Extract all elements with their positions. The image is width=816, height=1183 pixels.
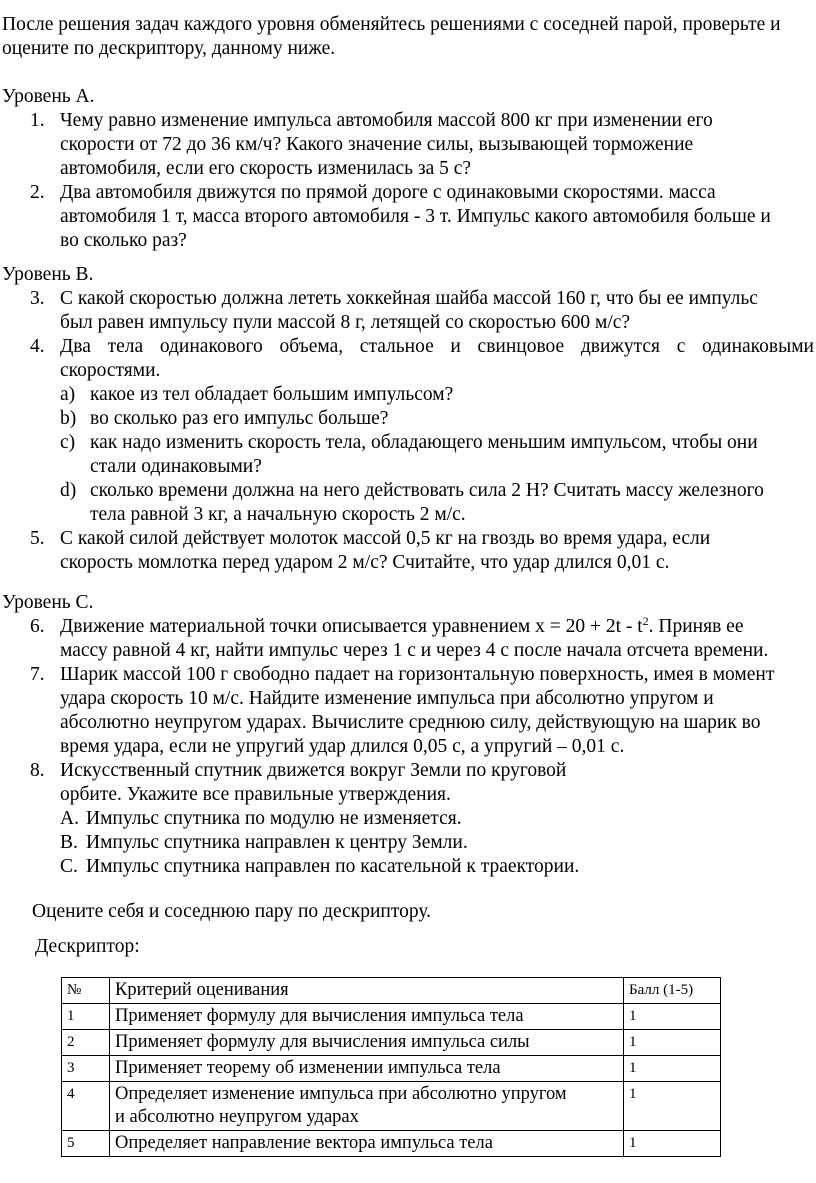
intro-paragraph	[2, 13, 816, 61]
task-1	[0, 109, 816, 181]
descriptor-table	[61, 977, 721, 1157]
equation-text: Движение материальной точки описывается уравнением x = 20 + 2t - t	[60, 616, 643, 637]
intro-line-1: После решения задач каждого уровня обменяйтесь решениями с соседней парой, проверьте и	[2, 14, 781, 35]
criterion-line: Определяет изменение импульса при абсолютно упругом	[115, 1084, 567, 1104]
header-number: №	[62, 978, 110, 1004]
table-row	[62, 1030, 721, 1056]
row-criterion	[110, 1082, 624, 1131]
table-row	[62, 1131, 721, 1157]
level-b-tasks	[0, 287, 816, 575]
table-header-row	[62, 978, 721, 1004]
option-letter: С.	[60, 856, 78, 877]
row-criterion	[110, 1004, 624, 1030]
row-criterion	[110, 1030, 624, 1056]
descriptor-title: Дескриптор:	[35, 936, 140, 957]
criterion-line: Применяет теорему об изменении импульса тела	[115, 1058, 501, 1078]
header-score: Балл (1-5)	[624, 978, 721, 1004]
subtask-letter: c)	[60, 432, 76, 453]
table-row	[62, 1004, 721, 1030]
task-text-line: Искусственный спутник движется вокруг Земли по круговой	[60, 760, 567, 781]
task-7	[0, 663, 816, 759]
task-2	[0, 181, 816, 253]
level-a-tasks	[0, 109, 816, 253]
task-text-line: во сколько раз?	[60, 230, 187, 251]
row-number: 1	[62, 1004, 110, 1030]
level-c-heading: Уровень С.	[2, 592, 94, 613]
row-score: 1	[624, 1131, 721, 1157]
self-check-instruction: Оцените себя и соседнюю пару по дескриптору.	[32, 901, 432, 922]
row-score: 1	[624, 1004, 721, 1030]
table-row	[62, 1082, 721, 1131]
row-score: 1	[624, 1082, 721, 1131]
row-criterion	[110, 1056, 624, 1082]
task-text-line: Два автомобиля движутся по прямой дороге с одинаковыми скоростями. масса	[60, 182, 716, 203]
exponent: 2	[642, 614, 649, 628]
criterion-line: Применяет формулу для вычисления импульса силы	[115, 1032, 530, 1052]
task-text-line: С какой силой действует молоток массой 0,5 кг на гвоздь во время удара, если	[60, 528, 711, 549]
task-text-line: орбите. Укажите все правильные утверждения.	[60, 784, 451, 805]
subtask-text-line: как надо изменить скорость тела, обладающего меньшим импульсом, чтобы они	[90, 432, 758, 453]
task-number: 2.	[30, 182, 45, 203]
task-8	[0, 759, 816, 807]
task-text-line: Чему равно изменение импульса автомобиля массой 800 кг при изменении его	[60, 110, 713, 131]
subtask-letter: a)	[60, 384, 76, 405]
row-score: 1	[624, 1030, 721, 1056]
task-number: 6.	[30, 616, 45, 637]
row-number: 2	[62, 1030, 110, 1056]
subtask-text-line: какое из тел обладает большим импульсом?	[90, 384, 454, 405]
subtask-b	[0, 407, 816, 431]
criterion-line: Определяет направление вектора импульса тела	[115, 1133, 493, 1153]
task-4	[0, 335, 816, 383]
intro-line-2: оцените по дескриптору, данному ниже.	[2, 38, 336, 59]
task-text-line: С какой скоростью должна лететь хоккейная шайба массой 160 г, что бы ее импульс	[60, 288, 758, 309]
row-score: 1	[624, 1056, 721, 1082]
subtask-text-line: стали одинаковыми?	[90, 456, 262, 477]
task-6	[0, 615, 816, 663]
option-letter: В.	[60, 832, 78, 853]
subtask-letter: d)	[60, 480, 77, 501]
task-text-line: Шарик массой 100 г свободно падает на горизонтальную поверхность, имея в момент	[60, 664, 775, 685]
task-text-line: скоростями.	[60, 360, 161, 381]
task-number: 1.	[30, 110, 45, 131]
task-text-line: время удара, если не упругий удар длился 0,05 с, а упругий – 0,01 с.	[60, 736, 625, 757]
task-number: 8.	[30, 760, 45, 781]
task-text-line: автомобиля, если его скорость изменилась за 5 с?	[60, 158, 472, 179]
level-c-tasks	[0, 615, 816, 879]
subtask-text-line: тела равной 3 кг, а начальную скорость 2 м/с.	[90, 504, 466, 525]
task-text-line: скорость момлотка перед ударом 2 м/с? Считайте, что удар длился 0,01 с.	[60, 552, 670, 573]
option-letter: А.	[60, 808, 79, 829]
equation-tail: . Приняв ее	[648, 616, 744, 637]
task-text-line: автомобиля 1 т, масса второго автомобиля - 3 т. Импульс какого автомобиля больше и	[60, 206, 771, 227]
row-number: 3	[62, 1056, 110, 1082]
subtask-text-line: во сколько раз его импульс больше?	[90, 408, 389, 429]
option-text: Импульс спутника по модулю не изменяется.	[86, 808, 462, 829]
subtask-c	[0, 431, 816, 479]
task-3	[0, 287, 816, 335]
row-criterion	[110, 1131, 624, 1157]
task-number: 7.	[30, 664, 45, 685]
subtask-text-line: сколько времени должна на него действовать сила 2 Н? Считать массу железного	[90, 480, 764, 501]
task-number: 5.	[30, 528, 45, 549]
table-row	[62, 1056, 721, 1082]
level-a-heading: Уровень А.	[2, 86, 95, 107]
option-text: Импульс спутника направлен к центру Земли.	[86, 832, 468, 853]
subtask-d	[0, 479, 816, 527]
task-5	[0, 527, 816, 575]
criterion-line: Применяет формулу для вычисления импульса тела	[115, 1006, 524, 1026]
row-number: 4	[62, 1082, 110, 1131]
subtask-letter: b)	[60, 408, 77, 429]
task-text-line	[60, 615, 814, 639]
level-b-heading: Уровень В.	[2, 264, 94, 285]
criterion-line: и абсолютно неупругом ударах	[115, 1107, 359, 1127]
task-text-line: абсолютно неупругом ударах. Вычислите среднюю силу, действующую на шарик во	[60, 712, 761, 733]
task-text-line: был равен импульсу пули массой 8 г, летящей со скоростью 600 м/с?	[60, 312, 631, 333]
answer-option-b	[0, 831, 816, 855]
answer-option-a	[0, 807, 816, 831]
row-number: 5	[62, 1131, 110, 1157]
task-number: 3.	[30, 288, 45, 309]
task-text-line: удара скорость 10 м/с. Найдите изменение импульса при абсолютно упругом и	[60, 688, 714, 709]
subtask-a	[0, 383, 816, 407]
task-text-line: Два тела одинакового объема, стальное и свинцовое движутся с одинаковыми	[60, 336, 814, 357]
task-number: 4.	[30, 336, 45, 357]
header-criterion: Критерий оценивания	[110, 978, 624, 1004]
option-text: Импульс спутника направлен по касательной к траектории.	[86, 856, 580, 877]
answer-option-c	[0, 855, 816, 879]
task-text-line: скорости от 72 до 36 км/ч? Какого значение силы, вызывающей торможение	[60, 134, 694, 155]
task-text-line: массу равной 4 кг, найти импульс через 1 с и через 4 с после начала отсчета времени.	[60, 640, 769, 661]
